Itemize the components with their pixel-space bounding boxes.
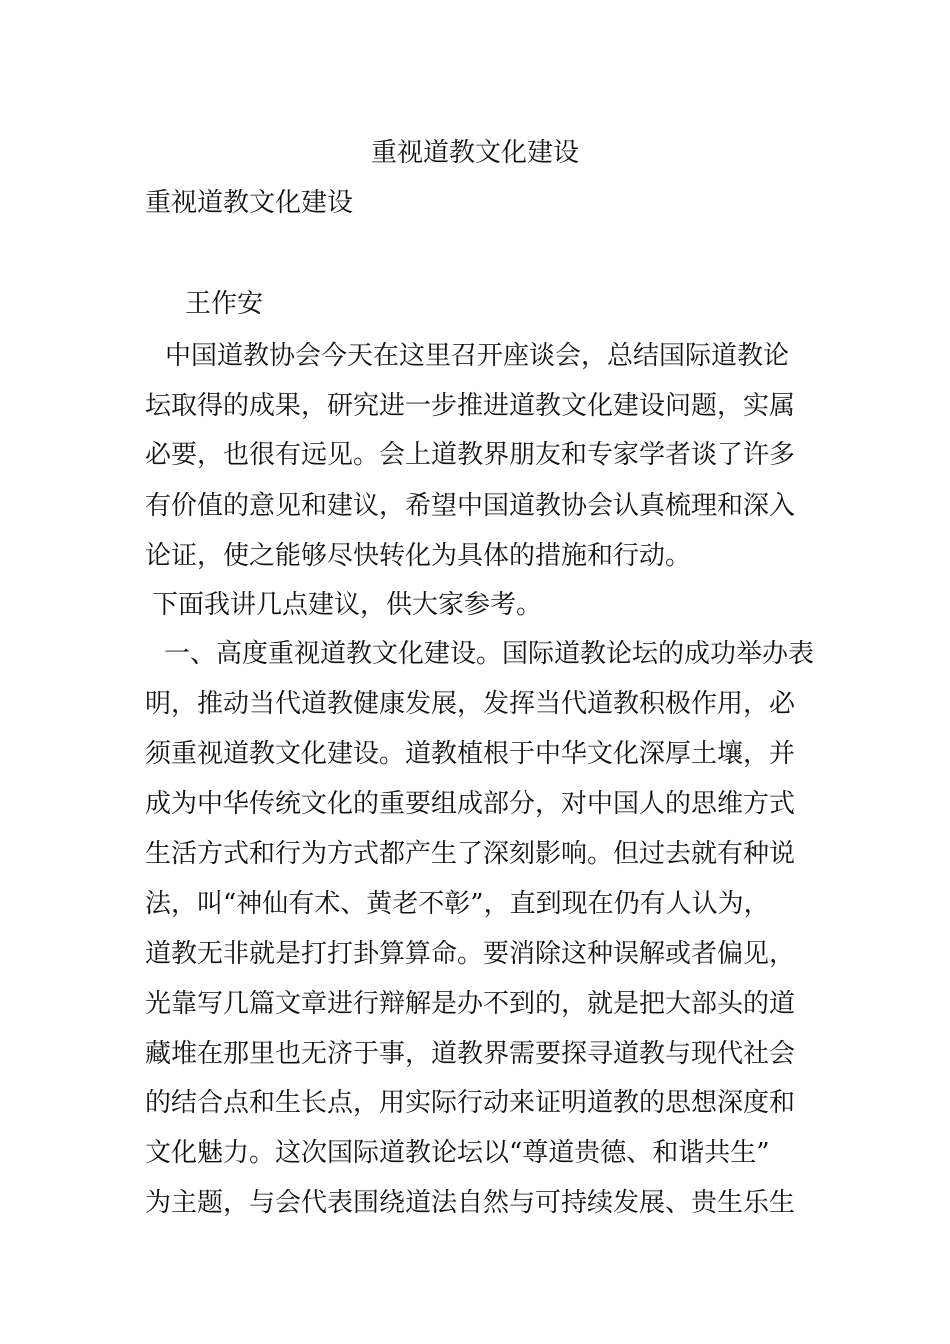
body-line: 文化魅力。这次国际道教论坛以“尊道贵德、和谐共生” — [145, 1138, 770, 1168]
body-line: 成为中华传统文化的重要组成部分，对中国人的思维方式 — [145, 789, 796, 819]
body-line: 有价值的意见和建议，希望中国道教协会认真梳理和深入 — [145, 491, 796, 521]
body-line: 中国道教协会今天在这里召开座谈会，总结国际道教论 — [165, 341, 790, 371]
article-heading: 重视道教文化建设 — [145, 188, 354, 218]
body-line: 藏堆在那里也无济于事，道教界需要探寻道教与现代社会 — [145, 1039, 796, 1069]
body-line: 的结合点和生长点，用实际行动来证明道教的思想深度和 — [145, 1088, 796, 1118]
page-title: 重视道教文化建设 — [370, 138, 579, 168]
body-line: 为主题，与会代表围绕道法自然与可持续发展、贵生乐生 — [145, 1188, 796, 1218]
body-line: 坛取得的成果，研究进一步推进道教文化建设问题，实属 — [145, 391, 796, 421]
body-line: 生活方式和行为方式都产生了深刻影响。但过去就有种说 — [145, 839, 796, 869]
body-line: 须重视道教文化建设。道教植根于中华文化深厚土壤，并 — [145, 739, 796, 769]
body-line: 光靠写几篇文章进行辩解是办不到的，就是把大部头的道 — [145, 989, 796, 1019]
body-line: 法，叫“神仙有术、黄老不彰”，直到现在仍有人认为， — [145, 889, 770, 919]
body-line: 论证，使之能够尽快转化为具体的措施和行动。 — [145, 541, 692, 571]
body-line: 必要，也很有远见。会上道教界朋友和专家学者谈了许多 — [145, 440, 796, 470]
body-line: 下面我讲几点建议，供大家参考。 — [152, 590, 543, 620]
body-line: 一、高度重视道教文化建设。国际道教论坛的成功举办表 — [164, 639, 815, 669]
author-name: 王作安 — [185, 289, 264, 319]
body-line: 明，推动当代道教健康发展，发挥当代道教积极作用，必 — [145, 689, 796, 719]
body-line: 道教无非就是打打卦算算命。要消除这种误解或者偏见， — [145, 939, 796, 969]
